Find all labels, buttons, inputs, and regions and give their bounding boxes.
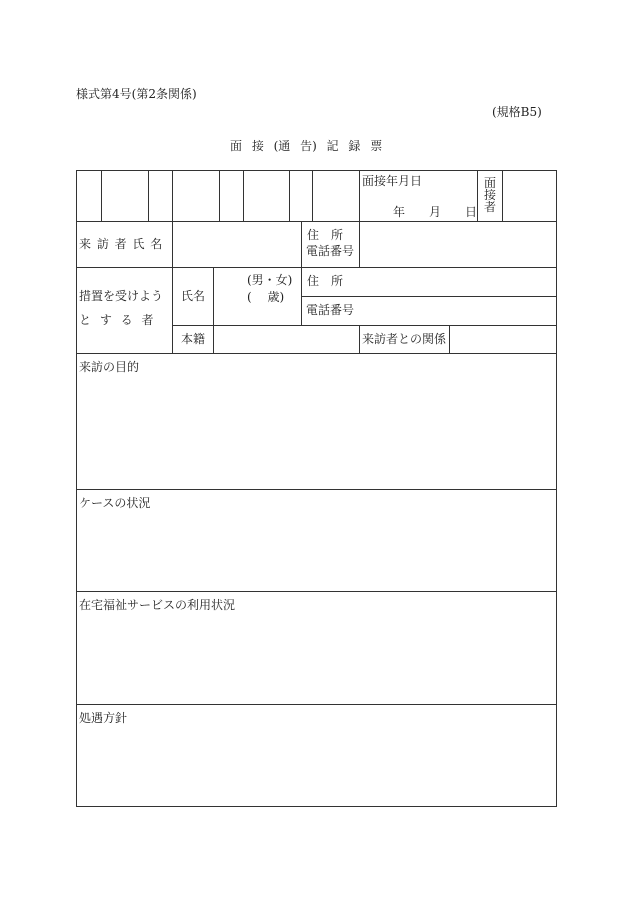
month-label: 月	[429, 205, 442, 219]
paper-size: (規格B5)	[492, 105, 542, 119]
form-number: 様式第4号(第2条関係)	[76, 87, 197, 101]
recipient-label-line2: と す る 者	[79, 313, 154, 327]
year-label: 年	[393, 205, 406, 219]
day-label: 日	[465, 205, 478, 219]
page-title: 面 接 (通 告) 記 録 票	[230, 139, 383, 153]
recipient-address-label: 住 所	[307, 274, 344, 288]
policy-label: 処遇方針	[79, 711, 128, 725]
recipient-label-line1: 措置を受けよう	[79, 289, 164, 303]
visitor-address-label: 住 所	[307, 228, 344, 242]
recipient-name-label: 氏名	[181, 289, 206, 303]
visitor-phone-label: 電話番号	[306, 244, 355, 258]
gender-field: (男・女)	[247, 273, 293, 287]
domicile-label: 本籍	[181, 332, 206, 346]
recipient-phone-label: 電話番号	[306, 303, 355, 317]
purpose-label: 来訪の目的	[79, 360, 140, 374]
interview-date-label: 面接年月日	[362, 174, 423, 188]
case-status-label: ケースの状況	[79, 496, 151, 510]
relation-label: 来訪者との関係	[362, 332, 447, 346]
home-services-label: 在宅福祉サービスの利用状況	[79, 598, 236, 612]
visitor-name-label: 来 訪 者 氏 名	[79, 237, 163, 251]
age-field: ( 歳)	[247, 290, 285, 304]
interviewer-label: 面接者	[484, 176, 497, 214]
